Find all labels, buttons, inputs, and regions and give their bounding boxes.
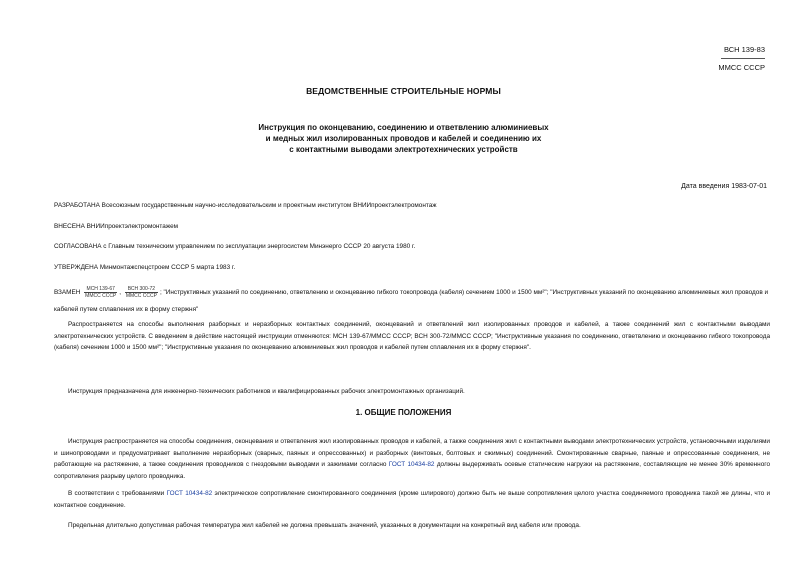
paragraph-text: должны выдерживать осевые статические нагрузки на растяжение, составляющие не менее 30% временного сопротивления разрыву целого проводника. xyxy=(54,461,770,480)
document-title-line: и медных жил изолированных проводов и кабелей и соединению их xyxy=(265,134,542,143)
document-ministry: ММСС СССР xyxy=(718,63,765,72)
replaces-block: ВЗАМЕН $\frac{\text{МСН 139-67}}{\text{ММСС СССР}}$ , $\frac{\text{ВСН 300-72}}{\text{ММСС СССР}}$ ; "Инструктивных указаний по соединению, ответвлению и оконцеванию гибкого токопровода (кабеля) сечением 1000 и 1500 мм²"; "Инструктивных указаний по оконцеванию алюминиевых жил проводов и кабелей путем сплавления их в форму стержня" xyxy=(54,285,769,313)
introduced-by: ВНЕСЕНА ВНИИпроектэлектромонтажем xyxy=(54,223,179,230)
paragraph-3: Предельная длительно допустимая рабочая температура жил кабелей не должна превышать значений, указанных в документации на конкретный вид кабеля или провода. xyxy=(68,522,581,529)
fraction-numerator: МСН 139-67 xyxy=(84,286,117,293)
approved-by: УТВЕРЖДЕНА Минмонтажспецстроем СССР 5 марта 1983 г. xyxy=(54,264,236,271)
document-title xyxy=(0,122,807,155)
document-title-line: Инструкция по оконцеванию, соединению и ответвлению алюминиевых xyxy=(258,123,549,132)
section-title: 1. ОБЩИЕ ПОЛОЖЕНИЯ xyxy=(355,408,452,417)
purpose-paragraph: Инструкция предназначена для инженерно-технических работников и квалифицированных рабочих электромонтажных организаций. xyxy=(68,388,465,395)
replaces-text: ; "Инструктивных указаний по соединению, ответвлению и оконцеванию гибкого токопровода (кабеля) сечением 1000 и 1500 мм²"; "Инструктивных указаний по оконцеванию алюминиевых жил проводов и кабелей путем сплавления их в форму стержня" xyxy=(54,289,769,313)
fraction-denominator: ММСС СССР xyxy=(85,292,117,299)
main-title: ВЕДОМСТВЕННЫЕ СТРОИТЕЛЬНЫЕ НОРМЫ xyxy=(306,86,501,96)
paragraph-1 xyxy=(54,436,770,482)
paragraph-text: электрическое сопротивление смонтированного соединения (кроме шлирового) должно быть не выше сопротивления целого участка соединяемого проводника такой же длины, что и контактное соединение. xyxy=(54,490,771,509)
replaced-doc-fraction xyxy=(125,286,158,299)
developed-by: РАЗРАБОТАНА Всесоюзным государственным научно-исследовательским и проектным институтом ВНИИпроектэлектромонтаж xyxy=(54,202,437,209)
intro-date: Дата введения 1983-07-01 xyxy=(681,183,767,190)
paragraph-text: Инструкция распространяется на способы соединения, оконцевания и ответвления жил изолированных проводов и кабелей, а также соединения жил с контактными выводами электротехнических устройств, установочными изделиями и шинопроводами и предусматривает выполнение неразборных (сварных, паяных и опрессованных) и разборных (винтовых, болтовых и сжимных) соединений. Смонтированные сварные, паяные и опрессованные соединения, не работающие на растяжение, а также соединения проводников с гнездовыми выводами и зажимами согласно xyxy=(54,438,770,468)
replaced-doc-fraction xyxy=(84,286,117,299)
agreed-with: СОГЛАСОВАНА с Главным техническим управлением по эксплуатации энергосистем Минэнерго СССР 20 августа 1980 г. xyxy=(54,243,416,250)
gost-link[interactable]: ГОСТ 10434-82 xyxy=(388,461,435,468)
fraction-denominator: ММСС СССР xyxy=(125,292,157,299)
gost-link[interactable]: ГОСТ 10434-82 xyxy=(166,490,213,497)
code-divider xyxy=(721,58,765,59)
fraction-numerator: ВСН 300-72 xyxy=(125,286,158,293)
document-title-line: с контактными выводами электротехнических устройств xyxy=(289,145,518,154)
document-code-block xyxy=(645,44,765,74)
replaces-label: ВЗАМЕН xyxy=(54,289,81,296)
paragraph-2 xyxy=(54,488,770,511)
scope-paragraph: Распространяется на способы выполнения разборных и неразборных контактных соединений, оконцеваний и ответвлений жил изолированных проводов и кабелей, а также соединений жил с контактными выводами электротехнических устройств. С введением в действие настоящей инструкции отменяются: МСН 139-67/ММСС СССР; ВСН 300-72/ММСС СССР; "Инструктивные указания по соединению, ответвлению и оконцеванию гибкого токопровода (кабеля) сечением 1000 и 1500 мм²"; "Инструктивные указания по оконцеванию алюминиевых жил проводов и кабелей путем сплавления их в форму стержня". xyxy=(54,321,770,351)
paragraph-text: В соответствии с требованиями xyxy=(68,490,165,497)
document-code: ВСН 139-83 xyxy=(723,45,765,54)
